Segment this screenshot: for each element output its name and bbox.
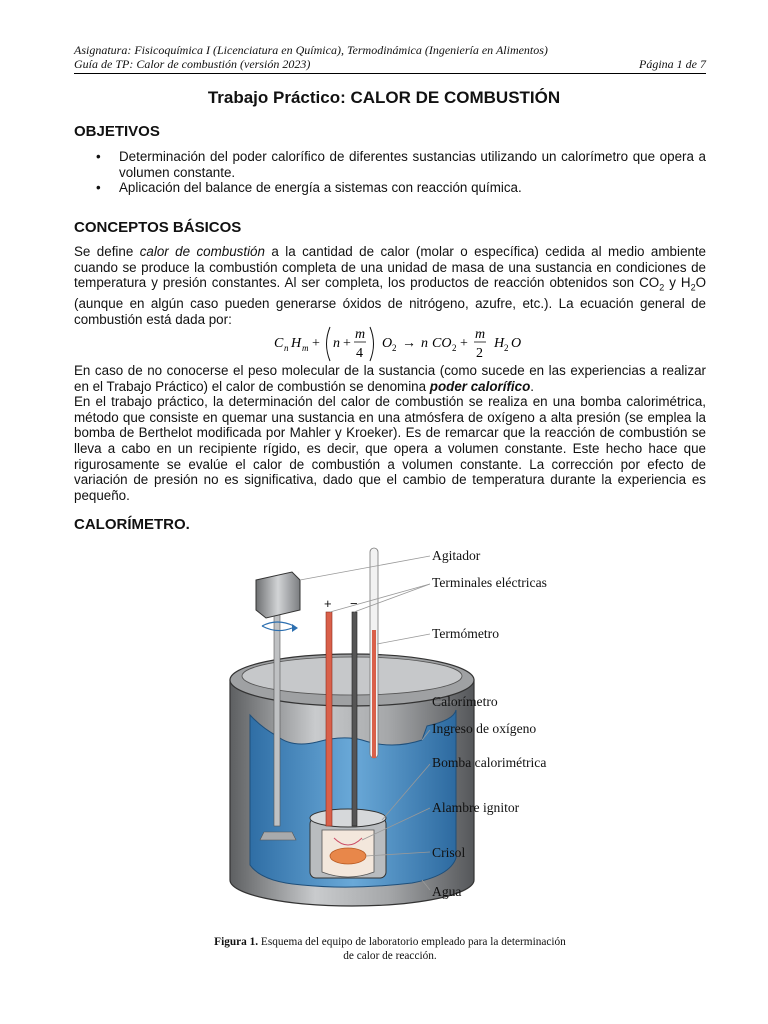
terminal-plus: + bbox=[324, 596, 332, 611]
label-ingreso-oxigeno: Ingreso de oxígeno bbox=[432, 721, 537, 736]
eq-plus-2: + bbox=[343, 336, 351, 351]
bomba-calorimetrica bbox=[310, 809, 386, 878]
eq-left-paren bbox=[327, 327, 331, 361]
eq-oxygen-2: O bbox=[511, 336, 522, 351]
eq-h2o-subscript: 2 bbox=[504, 343, 509, 353]
term-poder-calorifico: poder calorífico bbox=[429, 378, 531, 394]
eq-two-denominator: 2 bbox=[476, 346, 483, 361]
label-alambre: Alambre ignitor bbox=[432, 800, 520, 815]
objetivo-item: • Determinación del poder calorífico de diferentes sustancias utilizando un calorímetro que opera a volumen constante. bbox=[74, 149, 706, 180]
guide-header bbox=[74, 57, 706, 71]
label-termometro: Termómetro bbox=[432, 626, 499, 641]
calorimetro-heading: CALORÍMETRO. bbox=[74, 516, 190, 533]
objetivos-list bbox=[74, 149, 706, 196]
eq-carbon: C bbox=[274, 336, 284, 351]
eq-co: CO bbox=[432, 336, 452, 351]
eq-oxygen: O bbox=[382, 336, 393, 351]
figure-caption: Figura 1. Esquema del equipo de laboratorio empleado para la determinación de calor de reacción. bbox=[214, 936, 566, 962]
guide-title: Guía de TP: Calor de combustión (versión 2023) bbox=[74, 57, 311, 71]
eq-plus-3: + bbox=[460, 336, 468, 351]
crisol bbox=[330, 848, 366, 864]
page-title: Trabajo Práctico: CALOR DE COMBUSTIÓN bbox=[207, 88, 561, 107]
termometro bbox=[370, 548, 378, 758]
eq-o2-subscript: 2 bbox=[392, 343, 397, 353]
eq-hydrogen-2: H bbox=[494, 336, 505, 351]
label-agua: Agua bbox=[432, 884, 462, 899]
label-calorimetro: Calorímetro bbox=[432, 694, 498, 709]
conceptos-paragraph-2: En caso de no conocerse el peso molecular de la sustancia (como sucede en las experiencias a realizar en el Trabajo Práctico) el calor de combustión se denomina poder calorífico. En el trabajo práctico, la determinación del calor de combustión se realiza en una bomba calorimétrica, método que consiste en quemar una sustancia en una atmósfera de oxígeno a alta presión (se emplea la bomba de Berthelot modificada por Mahler y Kroeker). Es de remarcar que la reacción de combustión se lleva a cabo en un recipiente rígido, es decir, que opera a volumen constante. Este hecho hace que rigurosamente se evalúe el calor de combustión a volumen constante. La corrección por efecto de variación de presión no es significativa, dado que el cambio de temperatura durante la experiencia es pequeño. bbox=[74, 363, 706, 503]
eq-m-numerator: m bbox=[355, 327, 366, 342]
conceptos-heading: CONCEPTOS BÁSICOS bbox=[74, 219, 242, 236]
eq-n-product: n bbox=[421, 336, 428, 351]
term-calor-combustion: calor de combustión bbox=[139, 244, 265, 259]
eq-m-numerator-2: m bbox=[475, 327, 486, 342]
conceptos-paragraph-3: En el trabajo práctico, la determinación del calor de combustión se realiza en una bomba calorimétrica, método que consiste en quemar una sustancia en una atmósfera de oxígeno a alta presión (se emplea la bomba de Berthelot modificada por Mahler y Kroeker). Es de remarcar que la reacción de combustión se lleva a cabo en un recipiente rígido, es decir, que opera a volumen constante. Este hecho hace que rigurosamente se evalúe el calor de combustión a volumen constante. La corrección por efecto de variación de presión no es significativa, dado que el cambio de temperatura durante la experiencia es pequeño. bbox=[74, 394, 706, 503]
eq-n: n bbox=[333, 336, 340, 351]
objetivos-heading: OBJETIVOS bbox=[74, 123, 160, 140]
objetivo-item: • Aplicación del balance de energía a sistemas con reacción química. bbox=[74, 180, 706, 196]
conceptos-paragraph-1: Se define calor de combustión a la cantidad de calor (molar o específica) cedida al medio ambiente cuando se produce la combustión completa de una unidad de masa de una sustancia en condiciones de temperatura y presión constantes. Al ser completa, los productos de reacción obtenidos son $CO_2$ y $H_2O$ (aunque en algún caso pueden generarse óxidos de nitrógeno, azufre, etc.). La ecuación general de combustión está dada por: bbox=[74, 244, 707, 328]
label-agitador: Agitador bbox=[432, 548, 481, 563]
eq-arrow: → bbox=[402, 336, 416, 351]
label-bomba: Bomba calorimétrica bbox=[432, 755, 547, 770]
eq-co2-subscript: 2 bbox=[452, 343, 457, 353]
eq-four: 4 bbox=[356, 346, 363, 361]
caption-label: Figura 1. bbox=[214, 936, 259, 948]
eq-plus-1: + bbox=[312, 336, 320, 351]
combustion-equation bbox=[0, 324, 768, 364]
eq-n-subscript: n bbox=[284, 343, 289, 353]
terminal-minus: − bbox=[350, 596, 358, 611]
page-number: Página 1 de 7 bbox=[639, 57, 706, 71]
eq-right-paren bbox=[370, 327, 374, 361]
label-terminales: Terminales eléctricas bbox=[432, 575, 547, 590]
eq-hydrogen: H bbox=[291, 336, 302, 351]
label-crisol: Crisol bbox=[432, 845, 466, 860]
eq-m-subscript: m bbox=[302, 343, 309, 353]
header-rule bbox=[74, 73, 706, 74]
calorimeter-figure bbox=[222, 540, 562, 920]
course-header: Asignatura: Fisicoquímica I (Licenciatura en Química), Termodinámica (Ingeniería en Alimentos) bbox=[74, 43, 548, 57]
